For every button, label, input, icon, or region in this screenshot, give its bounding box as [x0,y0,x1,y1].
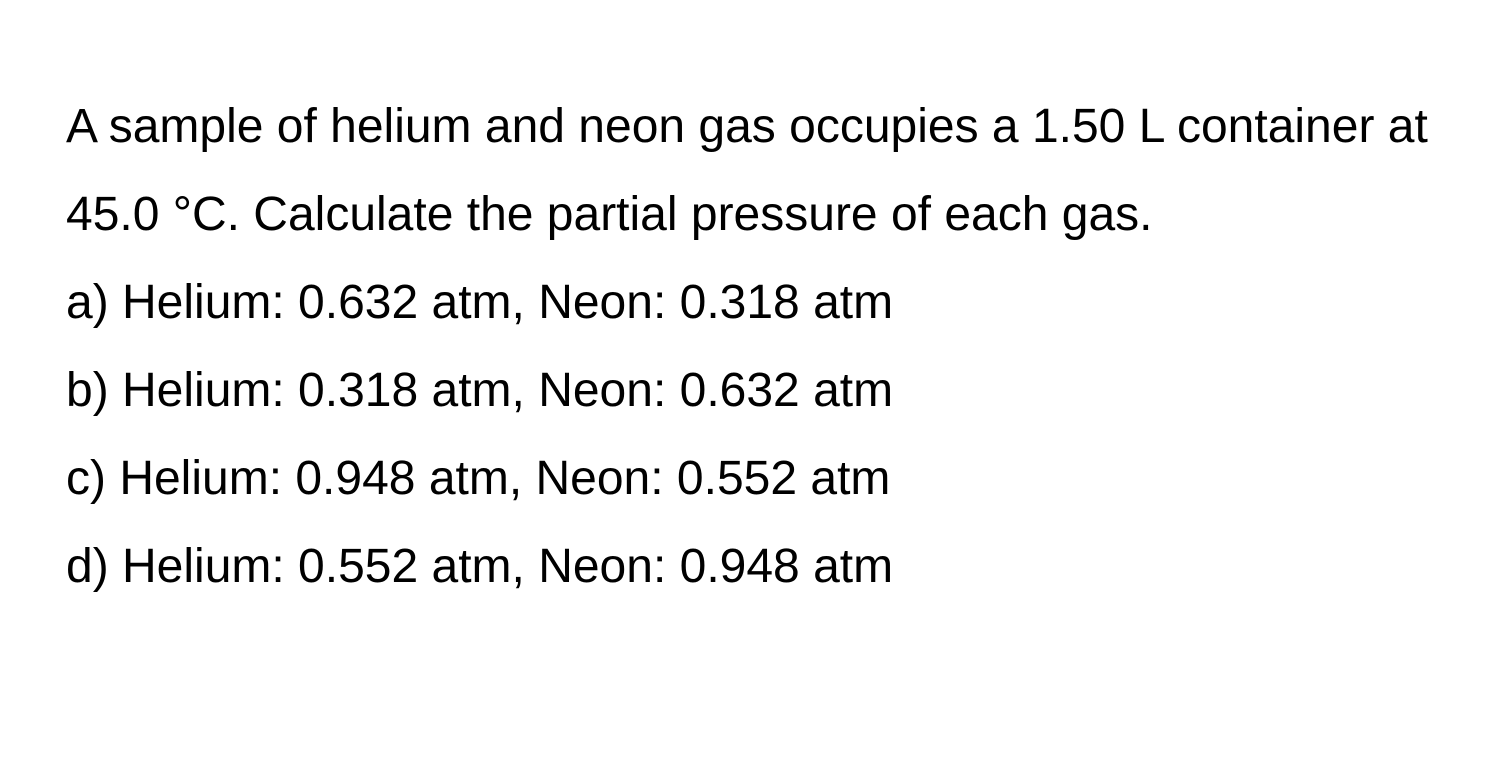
question-text: A sample of helium and neon gas occupies a 1.50 L container at 45.0 °C. Calculate the partial pressure of each gas. [66,100,1428,241]
answer-option-a: a) Helium: 0.632 atm, Neon: 0.318 atm [66,276,894,329]
answer-option-d: d) Helium: 0.552 atm, Neon: 0.948 atm [66,540,894,593]
answer-option-c: c) Helium: 0.948 atm, Neon: 0.552 atm [66,452,891,505]
answer-options-list [66,259,1446,611]
answer-option-b: b) Helium: 0.318 atm, Neon: 0.632 atm [66,364,894,417]
question-card [66,83,1446,611]
